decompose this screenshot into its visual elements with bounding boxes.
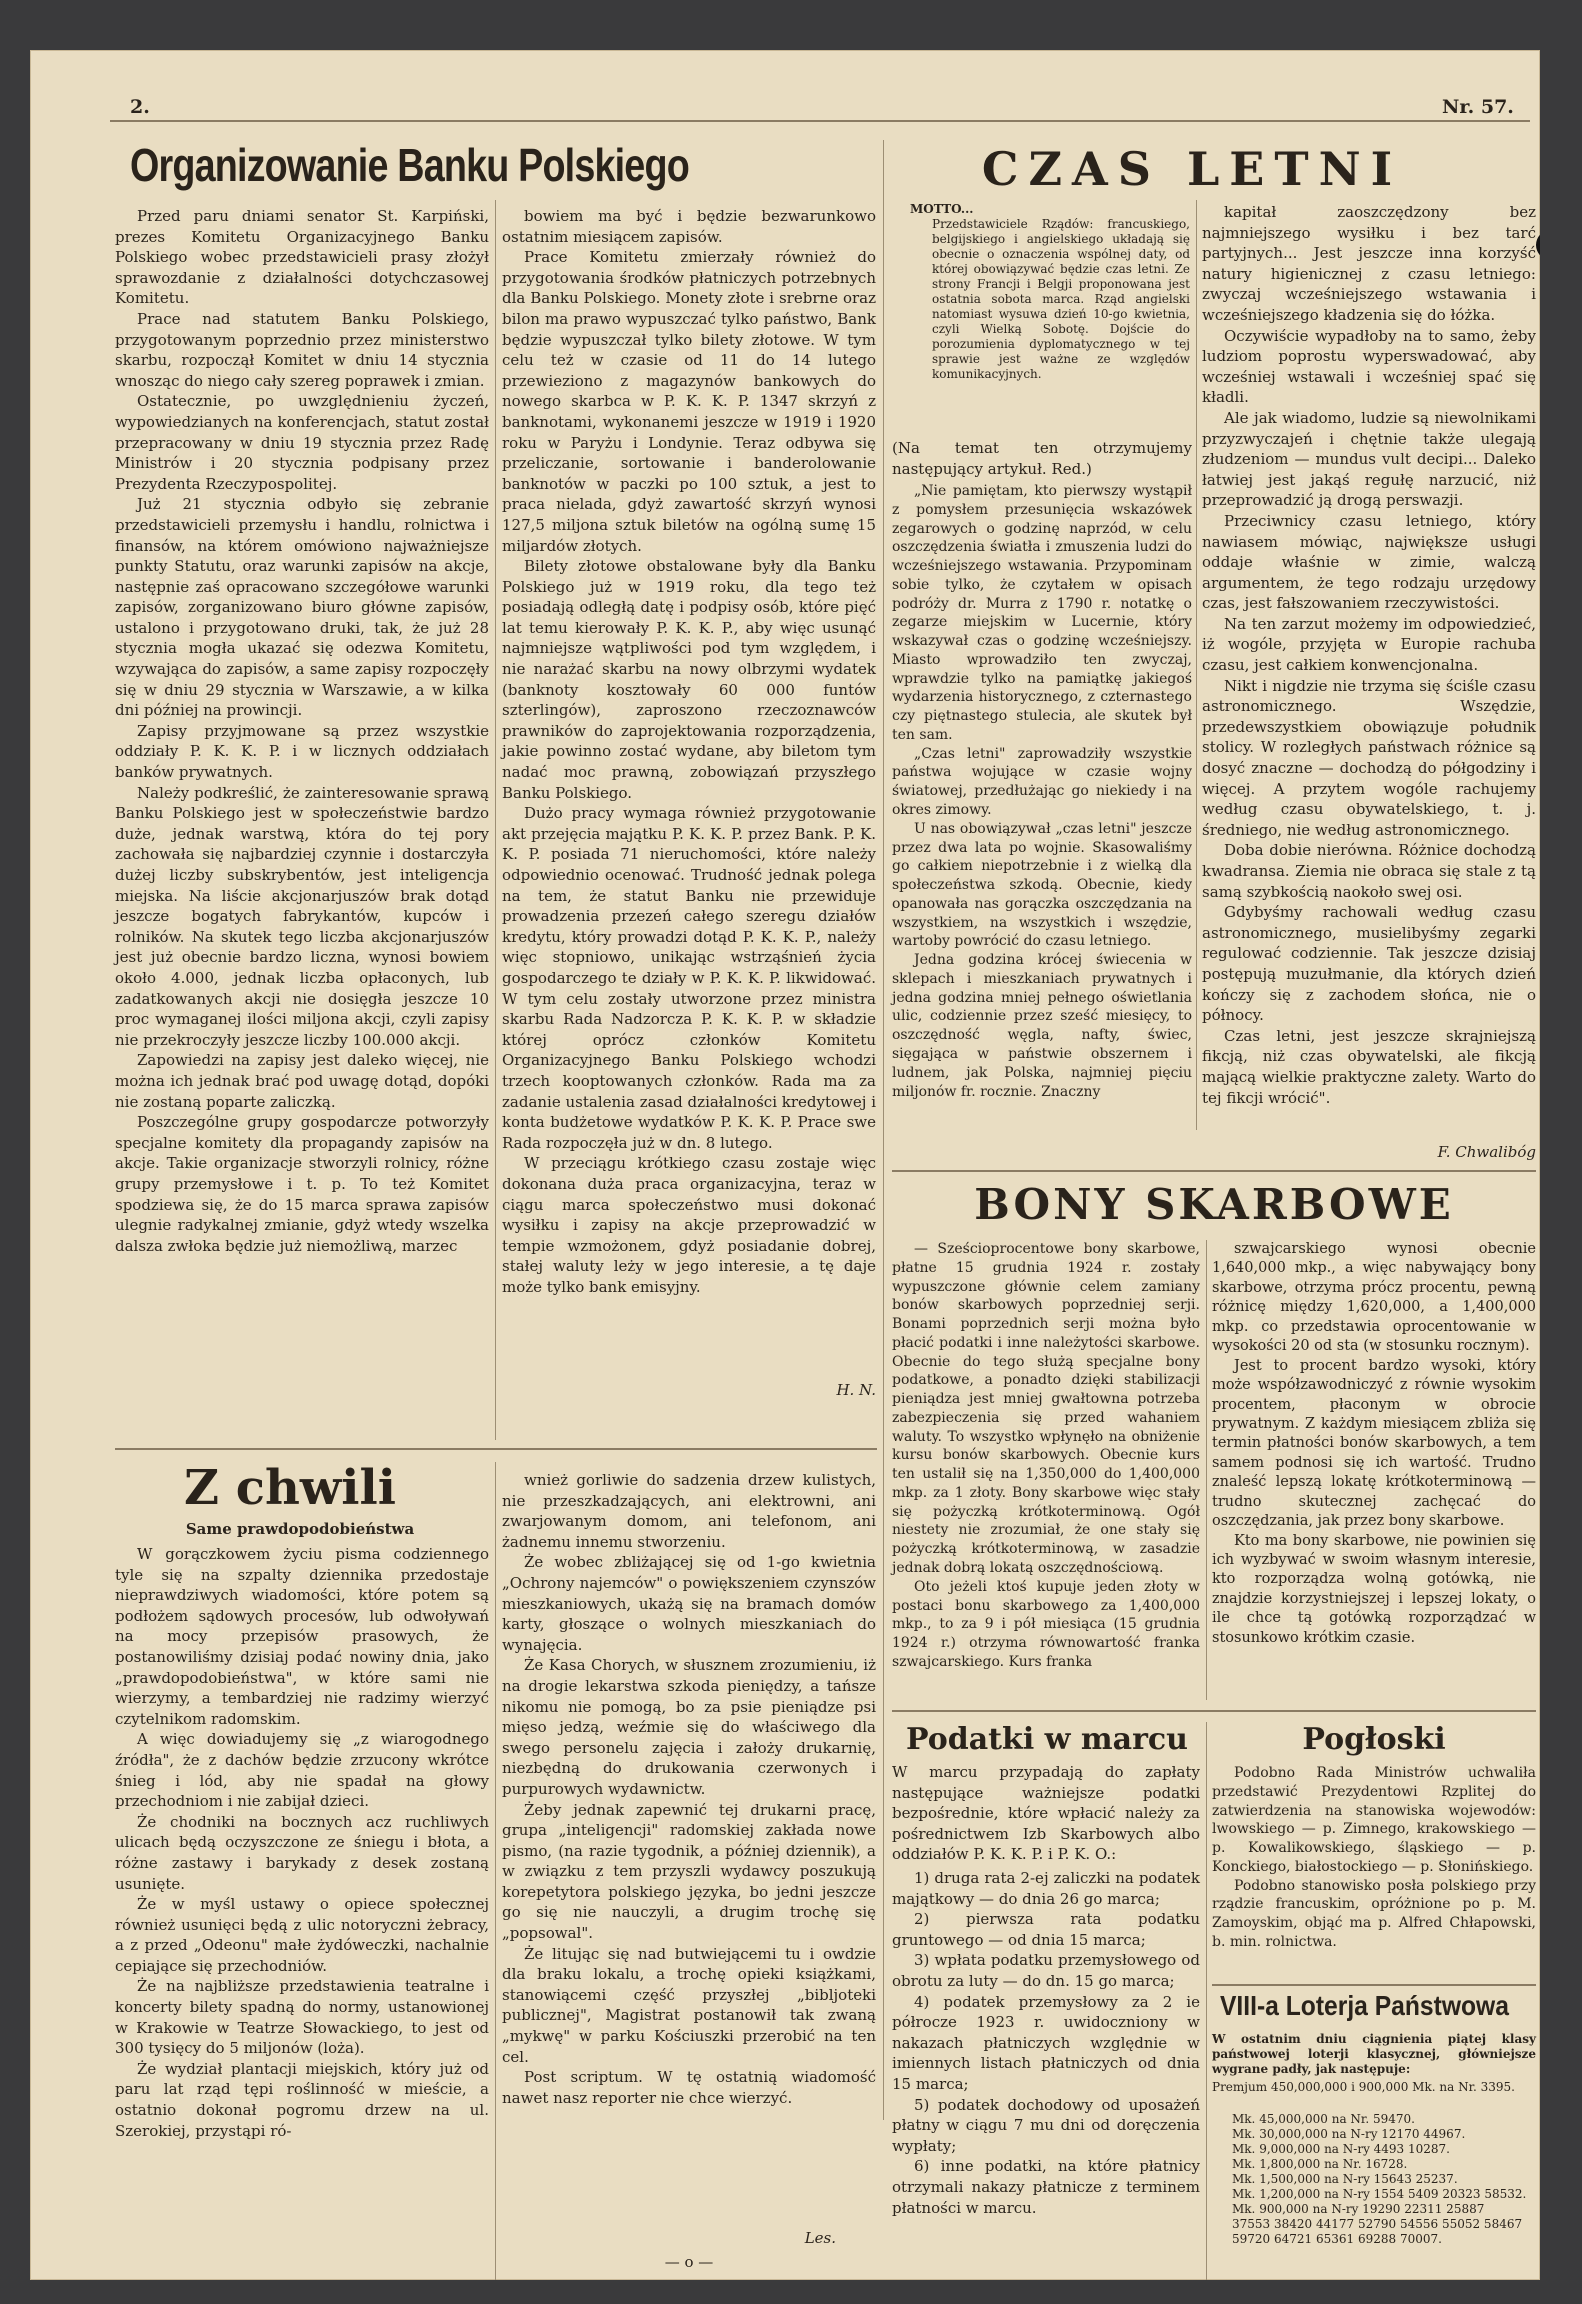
paragraph: Bilety złotowe obstalowane były dla Banku Polskiego już w 1919 roku, dla tego też posiadają odległą datę i podpisy osób, które pięć lat temu kierowały P. K. K. P., aby więc usunąć najmniejsze wątpliwości pod tym względem, i nie narażać skarbu na nowy olbrzymi wydatek (banknoty kosztowały 60 000 funtów szterlingów), zaproszono rzeczoznawców prawników do zaprojektowania rozporządzenia, jakie powinno zostać wydane, aby biletom tym nadać moc prawną, zobowiązań przyszłego Banku Polskiego. — [502, 557, 876, 802]
czas-note: (Na temat ten otrzymujemy następujący artykuł. Red.) — [892, 439, 1192, 478]
lottery-win-line: Mk. 1,500,000 na N-ry 15643 25237. — [1232, 2172, 1458, 2186]
paragraph: — Sześcioprocentowe bony skarbowe, płatne 15 grudnia 1924 r. zostały wypuszczone głównie celem zamiany bonów skarbowych poprzedniej serji. Bonami poprzednich serji można było płacić podatki i inne należytości skarbowe. Obecnie do tego służą specjalne bony podatkowe, a ponadto dzięki stabilizacji pieniądza jest mniej gwałtowna potrzeba zabezpieczenia się przed wahaniem waluty. To wszystko wpłynęło na obniżenie kursu bonów skarbowych. Obecnie kurs ten ustalił się na 1,350,000 do 1,400,000 mkp. za 1 złoty. Bony skarbowe więc stały się pożyczką krótkoterminową. Ogół niestety nie zrozumiał, że one stały się pożyczką krótkoterminową, w zasadzie jednak dobrą lokatą oszczędnościową. — [892, 1241, 1200, 1577]
paragraph: wnież gorliwie do sadzenia drzew kulistych, nie przeszkadzających, ani elektrowni, ani zwarjowanym domom, ani telefonom, ani żadnemu innemu stworzeniu. — [502, 1471, 876, 1551]
section-rule — [892, 1710, 1536, 1712]
paragraph: Post scriptum. W tę ostatnią wiadomość nawet nasz reporter nie chce wierzyć. — [502, 2068, 876, 2107]
paragraph: Poszczególne grupy gospodarcze potworzyły specjalne komitety dla propagandy zapisów na akcje. Takie organizacje stworzyli rolnicy, różne grupy przemysłowe i t. p. To też Komitet spodziewa się, że do 15 marca sprawa zapisów ulegnie radykalnej zmianie, gdyż wtedy wszelka dalsza zwłoka będzie już niemożliwą, marzec — [115, 1113, 489, 1255]
section-rule — [1212, 1984, 1536, 1986]
paragraph: Oto jeżeli ktoś kupuje jeden złoty w postaci bonu skarbowego za 1,400,000 mkp., to za 9 i pół miesiąca (15 grudnia 1924 r.) otrzyma równowartość franka szwajcarskiego. Kurs franka — [892, 1578, 1200, 1670]
paragraph: Już 21 stycznia odbyło się zebranie przedstawicieli przemysłu i handlu, rolnictwa i finansów, na którem omówiono najważniejsze punkty Statutu, oraz warunki zapisów na akcje, następnie zaś opracowano szczegółowe warunki zapisów, zorganizowano biuro główne zapisów, ustalono i przygotowano druki, tak, że już 28 stycznia mogła ukazać się odezwa Komitetu, wzywająca do zapisów, a same zapisy rozpoczęły się w dniu 29 stycznia w Warszawie, a w kilka dni później na prowincji. — [115, 495, 489, 720]
paragraph: Na ten zarzut możemy im odpowiedzieć, iż wogóle, przyjęta w Europie rachuba czasu, jest całkiem konwencjonalna. — [1202, 614, 1536, 675]
punch-hole — [1536, 230, 1540, 260]
podatki-title: Podatki w marcu — [906, 1722, 1188, 1757]
lottery-win-line: 37553 38420 44177 52790 54556 55052 58467 — [1232, 2217, 1523, 2231]
paragraph: Doba dobie nierówna. Różnice dochodzą kwadransa. Ziemia nie obraca się stale z tą samą szybkością naokoło swej osi. — [1202, 841, 1536, 901]
czas-title: CZAS LETNI — [981, 142, 1403, 196]
loterja-wins — [1212, 2112, 1536, 2247]
paragraph: Prace nad statutem Banku Polskiego, przygotowanym poprzednio przez ministerstwo skarbu, rozpoczął Komitet w dniu 14 stycznia wnosząc do niego cały szereg poprawek i zmian. — [115, 309, 489, 390]
lottery-win-line: Mk. 45,000,000 na Nr. 59470. — [1232, 2112, 1415, 2126]
paragraph: bowiem ma być i będzie bezwarunkowo ostatnim miesiącem zapisów. — [502, 207, 876, 246]
newspaper-page — [30, 50, 1540, 2280]
column-rule — [1206, 1240, 1207, 1700]
chwili-end-mark: — o — — [664, 2253, 714, 2271]
tax-item: 1) druga rata 2-ej zaliczki na podatek majątkowy — do dnia 26 go marca; — [892, 1869, 1200, 1908]
paragraph: Jedna godzina krócej świecenia w sklepach i mieszkaniach prywatnych i jedna godzina mniej pełnego oświetlania ulic, codziennie przez sześć miesięcy, to oszczędność węgla, nafty, świec, sięgająca w państwie obszernem i ludnem, jak Polska, najmniej pięciu miljonów fr. rocznie. Znaczny — [892, 952, 1192, 1100]
pogloski-title: Pogłoski — [1302, 1722, 1446, 1757]
paragraph: Należy podkreślić, że zainteresowanie sprawą Banku Polskiego jest w społeczeństwie bardzo duże, jednak warstwą, która do tej pory zachowała się najbardziej czynnie i dostarczyła dużej liczby subskrybentów, jest inteligencja miejska. Na liście akcjonarjuszów brak dotąd jeszcze bogatych fabrykantów, kupców i rolników. Na skutek tego liczba akcjonarjuszów jest już obecnie bardzo liczna, wynosi bowiem około 4.000, jednak liczba opłaconych, lub zadatkowanych akcji nie dosięgła jeszcze 10 proc wymaganej ilości miljona akcji, czyli zapisy nie przekroczyły jeszcze liczby 100.000 akcji. — [115, 783, 489, 1049]
paragraph: Podobno Rada Ministrów uchwaliła przedstawić Prezydentowi Rzplitej do zatwierdzenia na stanowiska wojewodów: lwowskiego — p. Zimnego, krakowskiego — p. Kowalikowskiego, śląskiego — p. Konckiego, białostockiego — p. Słonińskiego. — [1212, 1765, 1536, 1875]
paragraph: Oczywiście wypadłoby na to samo, żeby ludziom poprostu wyperswadować, aby wcześniej wstawali i wcześniej spać się kładli. — [1202, 326, 1536, 407]
tax-item: 5) podatek dochodowy od uposażeń płatny w ciągu 7 mu dni od doręczenia wypłaty; — [892, 2095, 1200, 2155]
paragraph: Kto ma bony skarbowe, nie powinien się ich wyzbywać w swoim własnym interesie, kto rozporządza wolną gotówką, nie znajdzie korzystniejszej i lepszej lokaty, o ile chce tą gotówką rozporządzać w stosunkowo krótkim czasie. — [1212, 1532, 1536, 1646]
paragraph: Ale jak wiadomo, ludzie są niewolnikami przyzwyczajeń i chętnie także ulegają złudzeniom — mundus vult decipi... Daleko łatwiej jest jakąś regułę narzucić, niż przeprowadzić ją drogą perswazji. — [1202, 408, 1536, 510]
paragraph: Zapowiedzi na zapisy jest daleko więcej, nie można ich jednak brać pod uwagę dotąd, dopóki nie zostaną poparte zaliczką. — [115, 1051, 489, 1111]
paragraph: Że chodniki na bocznych acz ruchliwych ulicach będą oczyszczone ze śniegu i błota, a różne zastawy i barykady z desek zostaną usunięte. — [115, 1812, 489, 1893]
column-rule — [1196, 200, 1197, 1130]
paragraph: Że wobec zbliżającej się od 1-go kwietnia „Ochrony najemców" o powiększeniem czynszów mieszkaniowych, ukażą się na bramach domów karty, głoszące o wolnych mieszkaniach do wynajęcia. — [502, 1553, 876, 1654]
paragraph: Że Kasa Chorych, w słusznem zrozumieniu, iż na drogie lekarstwa szkoda pieniędzy, a tańsze nikomu nie pomogą, bo za psie pieniądze psi mięso jedzą, weźmie się do właściwego dla swego personelu zajęcia i założy drukarnię, niezbędną do drukowania czerwonych i purpurowych wydawnictw. — [502, 1656, 876, 1798]
pogloski-text — [1212, 1764, 1536, 1952]
column-rule — [495, 200, 496, 1440]
paragraph: Podobno stanowisko posła polskiego przy rządzie francuskim, opróżnione po p. M. Zamoyskim, objąć ma p. Alfred Chłapowski, b. min. rolnictwa. — [1212, 1877, 1536, 1950]
motto-label: MOTTO... — [910, 202, 974, 216]
tax-item: 2) pierwsza rata podatku gruntowego — od dnia 15 marca; — [892, 1910, 1200, 1949]
bank-signature: H. N. — [836, 1381, 876, 1399]
paragraph: Gdybyśmy rachowali według czasu astronomicznego, musielibyśmy zegarki regulować codziennie. Tak jeszcze dzisiaj postępują muzułmanie, dla których dzień kończy się z zachodem słońca, nie o północy. — [1202, 903, 1536, 1025]
paragraph: Zapisy przyjmowane są przez wszystkie oddziały P. K. K. P. i w licznych oddziałach banków prywatnych. — [115, 721, 489, 782]
paragraph: szwajcarskiego wynosi obecnie 1,640,000 mkp., a więc nabywający bony skarbowe, otrzyma prócz procentu, pewną różnicę między 1,620,000, a 1,400,000 mkp. co przedstawia oprocentowanie w wysokości 20 od sta (w stosunku rocznym). — [1212, 1241, 1536, 1355]
chwili-column-1 — [115, 1544, 489, 2141]
chwili-column-2 — [502, 1470, 876, 2108]
paragraph: kapitał zaoszczędzony bez najmniejszego wysiłku i bez tarć partyjnych... Jest jeszcze inna korzyść natury higienicznej z czasu letniego: zwyczaj wcześniejszego wstawania i wcześniejszego kładzenia się do łóżka. — [1202, 203, 1536, 324]
paragraph: Czas letni, jest jeszcze skrajniejszą fikcją, niż czas obywatelski, ale fikcją mającą wielkie praktyczne zalety. Warto do tej fikcji wrócić". — [1202, 1026, 1536, 1107]
paragraph: U nas obowiązywał „czas letni" jeszcze przez dwa lata po wojnie. Skasowaliśmy go całkiem niepotrzebnie i z wielką dla społeczeństwa szkodą. Obecnie, kiedy opanowała nas gorączka oszczędzania na wszystkiem, na wszystkich i wszędzie, wartoby powrócić do czasu letniego. — [892, 820, 1192, 950]
bony-title: BONY SKARBOWE — [974, 1180, 1454, 1229]
paragraph: Przed paru dniami senator St. Karpiński, prezes Komitetu Organizacyjnego Banku Polskiego wobec przedstawicieli prasy złożył sprawozdanie z działalności dotychczasowej Komitetu. — [115, 207, 489, 308]
bank-column-1 — [115, 206, 489, 1256]
paragraph: Przeciwnicy czasu letniego, który nawiasem mówiąc, największe usługi oddaje właśnie w zimie, walczą argumentem, że tego rodzaju urzędowy czas, jest fałszowaniem rzeczywistości. — [1202, 511, 1536, 613]
paragraph: Że na najbliższe przedstawienia teatralne i koncerty bilety spadną do normy, ustanowionej w Krakowie w Teatrze Słowackiego, to jest od 300 tysięcy do 5 miljonów (loża). — [115, 1977, 489, 2058]
paragraph: „Nie pamiętam, kto pierwszy wystąpił z pomysłem przesunięcia wskazówek zegarowych o godzinę naprzód, w celu oszczędzenia światła i zmuszenia ludzi do wcześniejszego wstawania. Przypominam sobie tylko, że czytałem w opisach podróży dr. Murra z 1790 r. notatkę o zegarze miejskim w Lucernie, który wskazywał czas o godzinę wcześniejszy. Miasto wprowadziło ten zwyczaj, wprawdzie tylko na pamiątkę jakiegoś wydarzenia historycznego, z czternastego czy piętnastego stulecia, ale skutek był ten sam. — [892, 483, 1192, 743]
lottery-win-line: Mk. 900,000 na N-ry 19290 22311 25887 — [1232, 2202, 1485, 2216]
lottery-win-line: Mk. 30,000,000 na N-ry 12170 44967. — [1232, 2127, 1466, 2141]
paragraph: W przeciągu krótkiego czasu zostaje więc dokonana duża praca organizacyjna, teraz w ciągu marca społeczeństwo musi dokonać wysiłku i zapisy na akcje przeprowadzić w tempie wzmożonem, gdyż posiadanie dobrej, stałej waluty leży w jego interesie, a tę daje może tylko bank emisyjny. — [502, 1154, 876, 1296]
loterja-premium: Premjum 450,000,000 i 900,000 Mk. na Nr. 3395. — [1212, 2080, 1515, 2094]
paragraph: Dużo pracy wymaga również przygotowanie akt przejęcia majątku P. K. K. P. przez Bank. P. K. K. P. posiada 71 nieruchomości, które należy odpowiednio ocenować. Trudność jednak polega na tem, że statut Banku nie przewiduje prowadzenia przezeń całego szeregu działów kredytu, który prowadzi dotąd P. K. K. P., należy więc stopniowo, unikając wstrząśnień życia gospodarczego te działy w P. K. K. P. likwidować. W tym celu zostały utworzone przez ministra skarbu Rada Nadzorcza P. K. K. P. w składzie której oprócz członków Komitetu Organizacyjnego Banku Polskiego wchodzi trzech kooptowanych członków. Rada ma za zadanie ustalenia zasad działalności kredytowej i konta budżetowe wydatków P. K. K. P. Prace swe Rada rozpoczęła już w dn. 8 lutego. — [502, 804, 876, 1152]
czas-signature: F. Chwalibóg — [1437, 1143, 1536, 1161]
czas-column-2 — [1202, 202, 1536, 1108]
column-rule — [883, 140, 884, 2120]
paragraph: Że w myśl ustawy o opiece społecznej również usunięci będą z ulic notoryczni żebracy, a z przed „Odeonu" małe żydóweczki, nachalnie cepiające się przechodniów. — [115, 1895, 489, 1975]
paragraph: A więc dowiadujemy się „z wiarogodnego źródła", że z dachów będzie zrzucony wkrótce śnieg i lód, aby nie spadał na głowy przechodniom i nie zabijał dzieci. — [115, 1730, 489, 1811]
paragraph: W gorączkowem życiu pisma codziennego tyle się na szpalty dziennika przedostaje nieprawdziwych wiadomości, które potem są podłożem sądowych procesów, lub odwoływań na mocy przepisów prasowych, że postanowiliśmy dzisiaj podać nowiny dnia, jako „prawdopodobieństwa", w które sami nie wierzymy, a tembardziej nie radzimy wierzyć czytelnikom radomskim. — [115, 1545, 489, 1728]
paragraph: Ostatecznie, po uwzględnieniu życzeń, wypowiedzianych na konferencjach, statut został przepracowany w dniu 19 stycznia przez Radę Ministrów i 20 stycznia podpisany przez Prezydenta Rzeczypospolitej. — [115, 392, 489, 493]
bank-column-2 — [502, 206, 876, 1297]
tax-item: 6) inne podatki, na które płatnicy otrzymali nakazy płatnicze z terminem płatności w marcu. — [892, 2157, 1200, 2217]
tax-item: 3) wpłata podatku przemysłowego od obrotu za luty — do dn. 15 go marca; — [892, 1951, 1200, 1990]
bank-title: Organizowanie Banku Polskiego — [130, 139, 689, 191]
loterja-intro: W ostatnim dniu ciągnienia piątej klasy państwowej loterji klasycznej, główniejsze wygrane padły, jak następuje: — [1212, 2032, 1536, 2076]
chwili-signature: Les. — [804, 2229, 836, 2247]
paragraph: „Czas letni" zaprowadziły wszystkie państwa wojujące w czasie wojny światowej, przedłużając go niekiedy i na okres zimowy. — [892, 745, 1192, 819]
motto-text: Przedstawiciele Rządów: francuskiego, belgijskiego i angielskiego układają się obecnie o oznaczenia wspólnej daty, od której obowiązywać będzie czas letni. Ze strony Francji i Belgji proponowana jest ostatnia sobota marca. Rząd angielski natomiast wysuwa dzień 10-go kwietnia, czyli Wielką Sobotę. Dojście do porozumienia dyplomatycznego w tej sprawie jest ważne ze względów komunikacyjnych. — [932, 217, 1190, 381]
loterja-title: VIII-a Loterja Państwowa — [1220, 1990, 1509, 2021]
chwili-title: Z chwili — [184, 1460, 396, 1516]
paragraph: Że wydział plantacji miejskich, który już od paru lat rząd tępi roślinność w mieście, a ostatnio dokonał pogromu drzew na ul. Szerokiej, przystąpi ró- — [115, 2059, 489, 2140]
section-rule — [115, 1448, 877, 1450]
paragraph: Żeby jednak zapewnić tej drukarni pracę, grupa „inteligencji" radomskiej zakłada nowe pismo, (na razie tygodnik, a później dziennik), a w związku z tem przyszli wydawcy poszukują korepetytora polskiego języka, bo jedni jeszcze go się nie nauczyli, a drugim trochę się „popsowal". — [502, 1800, 876, 1943]
column-rule — [1206, 1722, 1207, 2280]
lottery-win-line: Mk. 1,800,000 na Nr. 16728. — [1232, 2157, 1408, 2171]
paragraph: Prace Komitetu zmierzały również do przygotowania środków płatniczych potrzebnych dla Banku Polskiego. Monety złote i srebrne oraz bilon ma prawo wypuszczać tylko państwo, Bank będzie wypuszczał tylko bilety złotowe. W tym celu też w czasie od 11 do 14 lutego przewieziono z magazynów bankowych do nowego skarbca w P. K. K. P. 1347 skrzyń z banknotami, wykonanemi jeszcze w 1919 i 1920 roku w Paryżu i Londynie. Teraz odbywa się przeliczanie, sortowanie i banderolowanie banknotów w paczki po 100 sztuk, a jest to praca nielada, gdyż zawartość skrzyń wynosi 127,5 miljona sztuk biletów na ogólną sumę 15 miljardów złotych. — [502, 248, 876, 555]
header-rule — [110, 120, 1530, 122]
lottery-win-line: 59720 64721 65361 69288 70007. — [1232, 2232, 1442, 2246]
lottery-win-line: Mk. 9,000,000 na N-ry 4493 10287. — [1232, 2142, 1450, 2156]
podatki-list — [892, 1868, 1200, 2218]
lottery-win-line: Mk. 1,200,000 na N-ry 1554 5409 20323 58532. — [1232, 2187, 1527, 2201]
paragraph: Nikt i nigdzie nie trzyma się ściśle czasu astronomicznego. Wszędzie, przedewszystkiem obowiązuje południk stolicy. W rozległych państwach różnice są dosyć znaczne — dochodzą do półgodziny i więcej. A przytem wogóle rachujemy według czasu obywatelskiego, t. j. średniego, nie według astronomicznego. — [1202, 676, 1536, 839]
podatki-intro: W marcu przypadają do zapłaty następujące ważniejsze podatki bezpośrednie, które wpłacić należy za pośrednictwem Izb Skarbowych albo oddziałów P. K. K. P. i P. K. O.: — [892, 1763, 1200, 1864]
issue-number: Nr. 57. — [1442, 96, 1514, 118]
column-rule — [495, 1462, 496, 2280]
paragraph: Jest to procent bardzo wysoki, który może współzawodniczyć z równie wysokim procentem, płaconym w obrocie prywatnym. Z każdym miesiącem zbliża się termin płatności bonów skarbowych, a tem samem podnosi się ich wartość. Trudno znaleść lepszą lokatę krótkoterminową — trudno skutecznej zachęcać do oszczędzania, jak przez bony skarbowe. — [1212, 1357, 1536, 1530]
paragraph: Że litując się nad butwiejącemi tu i owdzie dla braku lokalu, a trochę opieki książkami, stanowiącemi część przyszłej „bibljoteki publicznej", Magistrat postanowił tak zwaną „mykwę" w parku Kościuszki przerobić na ten cel. — [502, 1944, 876, 2066]
chwili-subtitle: Same prawdopodobieństwa — [185, 1520, 415, 1538]
section-rule — [892, 1170, 1536, 1172]
bony-column-2 — [1212, 1240, 1536, 1648]
page-number: 2. — [130, 96, 150, 118]
tax-item: 4) podatek przemysłowy za 2 ie półrocze 1923 r. uwidoczniony w nakazach płatniczych względnie w imiennych listach płatniczych od dnia 15 marca; — [892, 1992, 1200, 2093]
bony-column-1 — [892, 1240, 1200, 1672]
czas-column-1 — [892, 482, 1192, 1101]
czas-motto — [910, 202, 1190, 382]
